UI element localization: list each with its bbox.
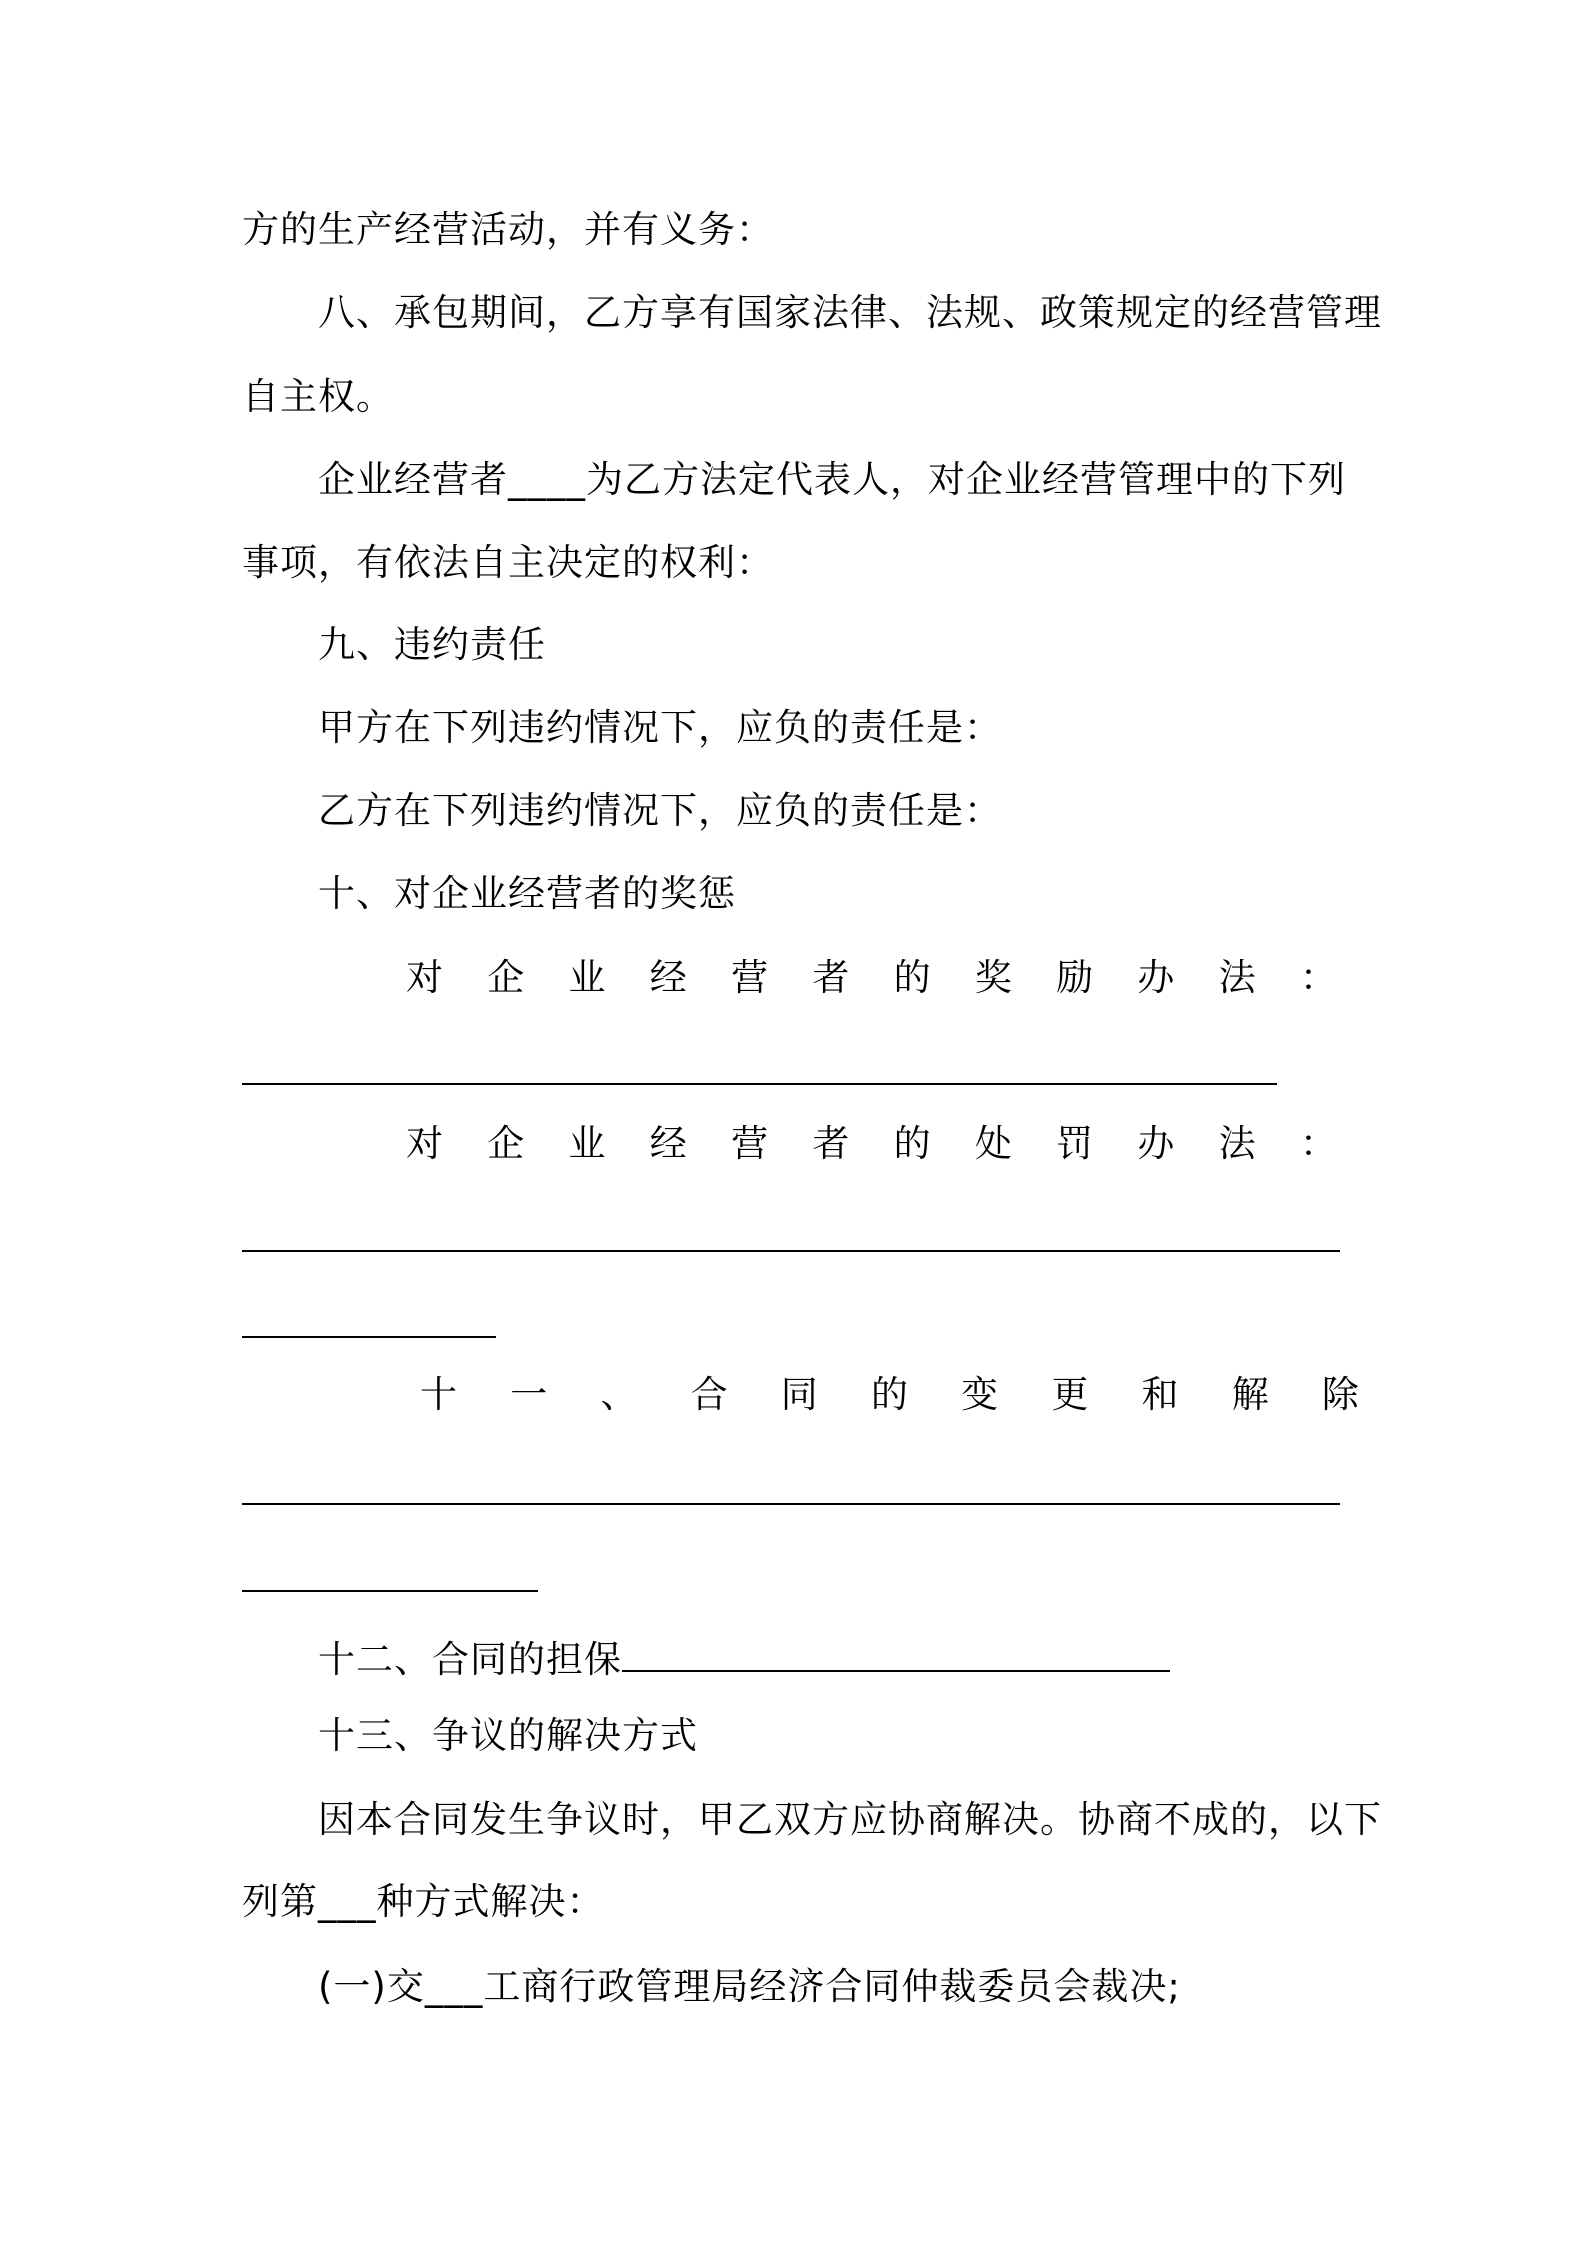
heading-char: 办	[1137, 956, 1176, 999]
paragraph-line: 方的生产经营活动，并有义务：	[242, 208, 774, 251]
blank-line	[242, 1503, 1340, 1505]
clause-8: 八、承包期间，乙方享有国家法律、法规、政策规定的经营管理	[318, 291, 1382, 334]
clause-13-heading: 十三、争议的解决方式	[318, 1714, 698, 1757]
heading-char: 企	[487, 1122, 526, 1165]
heading-char: 十	[420, 1373, 458, 1416]
heading-char: 更	[1051, 1373, 1090, 1416]
heading-char: 企	[487, 956, 526, 999]
paragraph-line: 企业经营者____为乙方法定代表人，对企业经营管理中的下列	[318, 458, 1346, 501]
heading-char: 同	[780, 1373, 819, 1416]
paragraph-line: 甲方在下列违约情况下，应负的责任是：	[318, 706, 1002, 749]
clause-10-heading: 十、对企业经营者的奖惩	[318, 872, 736, 915]
heading-char: 变	[961, 1373, 1000, 1416]
paragraph-line: 事项，有依法自主决定的权利：	[242, 541, 774, 584]
heading-char: 和	[1141, 1373, 1180, 1416]
heading-char: 办	[1137, 1122, 1176, 1165]
blank-line	[242, 1083, 1277, 1085]
heading-char: 合	[690, 1373, 729, 1416]
heading-char: 法	[1218, 1122, 1257, 1165]
heading-char: 的	[870, 1373, 909, 1416]
heading-char: ：	[1299, 1122, 1338, 1165]
heading-char: 的	[893, 956, 932, 999]
paragraph-line: 因本合同发生争议时，甲乙双方应协商解决。协商不成的，以下	[318, 1798, 1382, 1841]
heading-char: 对	[406, 956, 444, 999]
clause-12-text: 十二、合同的担保	[318, 1638, 622, 1681]
heading-char: 法	[1218, 956, 1257, 999]
reward-method-heading	[242, 953, 1338, 1003]
paragraph-line: 乙方在下列违约情况下，应负的责任是：	[318, 789, 1002, 832]
heading-char: 者	[812, 956, 851, 999]
paragraph-line: (一)交___工商行政管理局经济合同仲裁委员会裁决;	[318, 1965, 1181, 2008]
heading-char: 的	[893, 1122, 932, 1165]
heading-char: 处	[974, 1122, 1013, 1165]
heading-char: 解	[1231, 1373, 1270, 1416]
heading-char: 者	[812, 1122, 851, 1165]
paragraph-line: 列第___种方式解决：	[242, 1880, 605, 1923]
heading-char: 除	[1321, 1373, 1360, 1416]
heading-char: 一	[510, 1373, 549, 1416]
blank-line	[242, 1336, 496, 1338]
clause-9-heading: 九、违约责任	[318, 623, 546, 666]
heading-char: 业	[568, 1122, 607, 1165]
heading-char: 经	[649, 956, 688, 999]
blank-line	[622, 1634, 1170, 1672]
blank-line	[242, 1250, 1340, 1252]
heading-char: 营	[731, 956, 770, 999]
clause-11-heading	[242, 1370, 1360, 1420]
penalty-method-heading	[242, 1119, 1338, 1169]
blank-line	[242, 1590, 538, 1592]
heading-char: ：	[1299, 956, 1338, 999]
heading-char: 奖	[974, 956, 1013, 999]
heading-char: 营	[731, 1122, 770, 1165]
paragraph-line: 自主权。	[242, 375, 394, 418]
heading-char: 励	[1056, 956, 1095, 999]
heading-char: 、	[600, 1373, 639, 1416]
heading-char: 罚	[1056, 1122, 1095, 1165]
clause-12-heading	[242, 1634, 1438, 1685]
heading-char: 经	[649, 1122, 688, 1165]
heading-char: 业	[568, 956, 607, 999]
heading-char: 对	[406, 1122, 444, 1165]
